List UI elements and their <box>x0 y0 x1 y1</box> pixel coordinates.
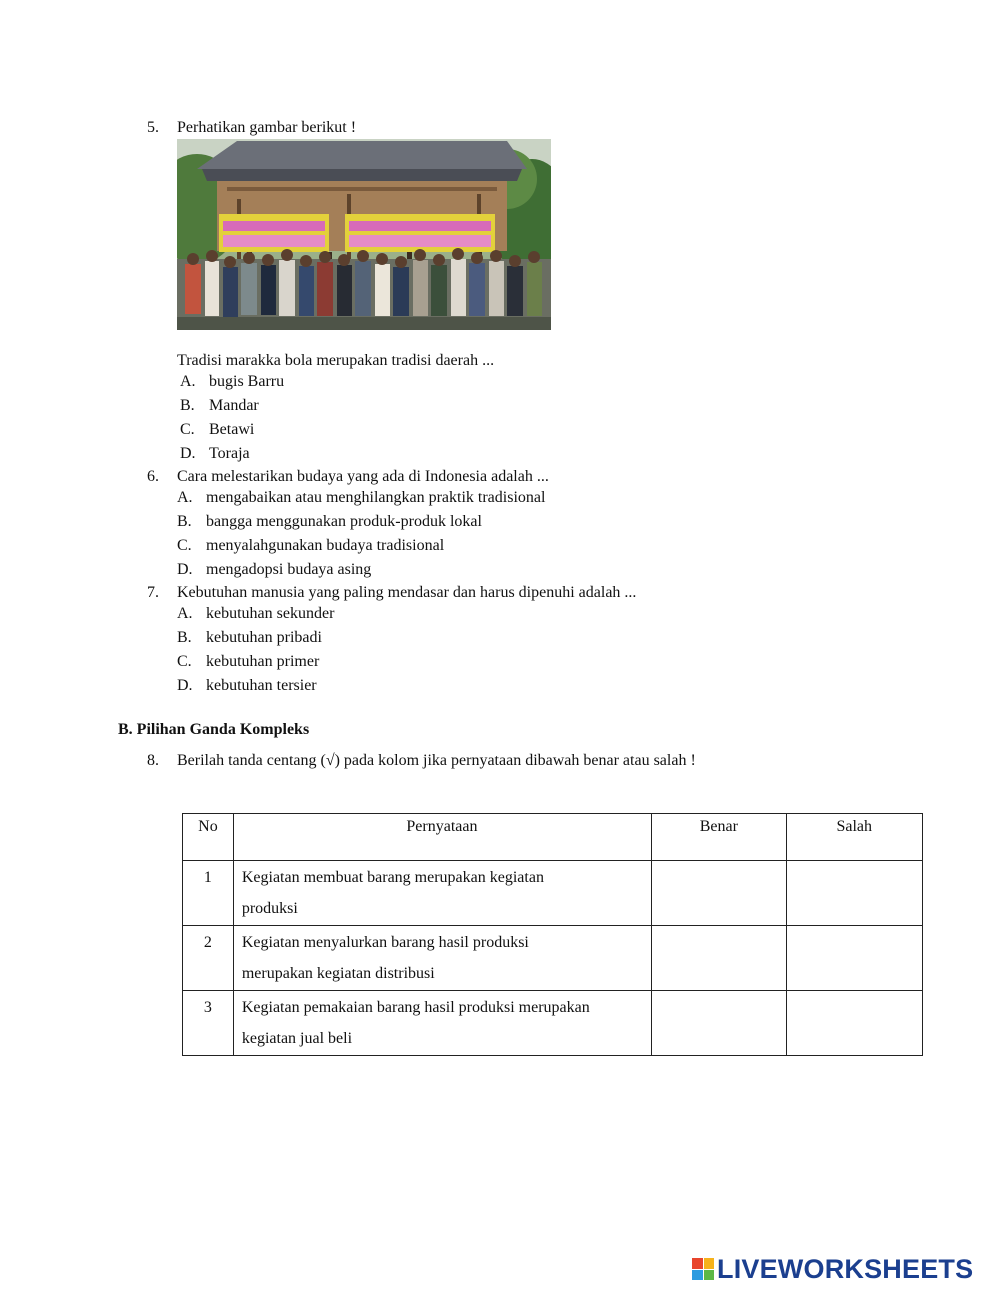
option-letter: D. <box>177 561 193 578</box>
liveworksheets-logo[interactable] <box>692 1254 973 1284</box>
option-text[interactable]: menyalahgunakan budaya tradisional <box>206 537 445 554</box>
option-letter: C. <box>180 421 195 438</box>
option-text[interactable]: Toraja <box>209 445 250 462</box>
option-text[interactable]: mengadopsi budaya asing <box>206 561 372 578</box>
question-8-number: 8. <box>147 752 159 769</box>
marakka-bola-photo <box>177 139 551 330</box>
option-letter: C. <box>177 653 192 670</box>
table-row <box>183 926 923 991</box>
statement-line: kegiatan jual beli <box>241 1030 353 1047</box>
logo-text: LIVEWORKSHEETS <box>717 1253 974 1284</box>
option-text[interactable]: kebutuhan tersier <box>206 677 317 694</box>
false-answer-cell[interactable] <box>786 926 922 991</box>
statement-line: Kegiatan pemakaian barang hasil produksi merupakan <box>241 999 590 1016</box>
logo-square <box>692 1258 703 1269</box>
option-letter: D. <box>177 677 193 694</box>
option-text[interactable]: kebutuhan primer <box>206 653 320 670</box>
section-b-title: B. Pilihan Ganda Kompleks <box>118 721 310 738</box>
question-5-number: 5. <box>147 119 159 136</box>
table-row <box>183 991 923 1056</box>
question-7-text: Kebutuhan manusia yang paling mendasar dan harus dipenuhi adalah ... <box>177 584 637 601</box>
question-8-text: Berilah tanda centang (√) pada kolom jika pernyataan dibawah benar atau salah ! <box>177 752 696 769</box>
statement-line: produksi <box>241 900 298 917</box>
true-answer-cell[interactable] <box>652 861 786 926</box>
logo-square <box>704 1258 715 1269</box>
row-statement <box>233 861 651 926</box>
option-letter: A. <box>177 489 193 506</box>
statement-line: merupakan kegiatan distribusi <box>241 965 435 982</box>
question-5-stem: Tradisi marakka bola merupakan tradisi daerah ... <box>177 352 495 369</box>
question-6-text: Cara melestarikan budaya yang ada di Indonesia adalah ... <box>177 468 549 485</box>
logo-square <box>704 1270 715 1281</box>
header-statement: Pernyataan <box>233 814 651 861</box>
question-5-text: Perhatikan gambar berikut ! <box>177 119 357 136</box>
option-letter: A. <box>180 373 196 390</box>
header-true: Benar <box>652 814 786 861</box>
header-false: Salah <box>786 814 922 861</box>
logo-grid-icon <box>692 1258 714 1280</box>
true-answer-cell[interactable] <box>652 991 786 1056</box>
statement-line: Kegiatan membuat barang merupakan kegiatan <box>241 869 544 886</box>
option-text[interactable]: Betawi <box>209 421 255 438</box>
logo-square <box>692 1270 703 1281</box>
true-answer-cell[interactable] <box>652 926 786 991</box>
option-text[interactable]: Mandar <box>209 397 259 414</box>
row-number: 3 <box>183 991 234 1056</box>
option-text[interactable]: bugis Barru <box>209 373 285 390</box>
statement-table <box>182 813 923 1056</box>
option-text[interactable]: kebutuhan pribadi <box>206 629 322 646</box>
option-letter: B. <box>177 629 192 646</box>
header-no: No <box>183 814 234 861</box>
option-text[interactable]: mengabaikan atau menghilangkan praktik tradisional <box>206 489 546 506</box>
table-row <box>183 861 923 926</box>
row-statement <box>233 991 651 1056</box>
statement-line: Kegiatan menyalurkan barang hasil produksi <box>241 934 529 951</box>
row-number: 2 <box>183 926 234 991</box>
option-letter: B. <box>177 513 192 530</box>
question-7-number: 7. <box>147 584 159 601</box>
table-header-row <box>183 814 923 861</box>
row-number: 1 <box>183 861 234 926</box>
false-answer-cell[interactable] <box>786 861 922 926</box>
option-text[interactable]: bangga menggunakan produk-produk lokal <box>206 513 482 530</box>
option-letter: C. <box>177 537 192 554</box>
option-letter: A. <box>177 605 193 622</box>
false-answer-cell[interactable] <box>786 991 922 1056</box>
option-letter: B. <box>180 397 195 414</box>
option-letter: D. <box>180 445 196 462</box>
question-6-number: 6. <box>147 468 159 485</box>
option-text[interactable]: kebutuhan sekunder <box>206 605 335 622</box>
row-statement <box>233 926 651 991</box>
